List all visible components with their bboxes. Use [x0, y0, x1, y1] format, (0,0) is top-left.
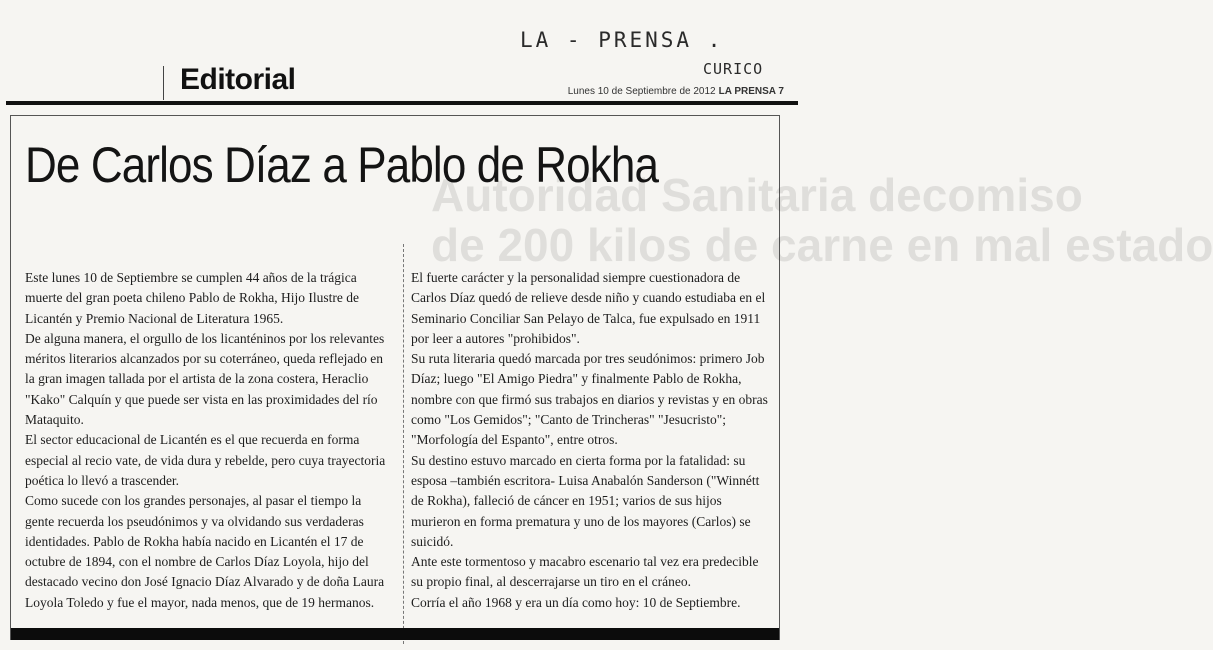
paragraph: El fuerte carácter y la personalidad siempre cuestionadora de Carlos Díaz quedó de relieve desde niño y cuando estudiaba en el Seminario Conciliar San Pelayo de Talca, fue expulsado en 1911 por leer a autores "prohibidos". — [411, 270, 766, 346]
section-label: Editorial — [180, 63, 296, 96]
paragraph: El sector educacional de Licantén es el que recuerda en forma especial al recio vate, de vida dura y rebelde, pero cuya trayectoria poética lo llevó a trascender. — [25, 432, 386, 488]
paragraph: Este lunes 10 de Septiembre se cumplen 44 años de la trágica muerte del gran poeta chileno Pablo de Rokha, Hijo Ilustre de Licantén y Premio Nacional de Literatura 1965. — [25, 270, 360, 326]
section-divider — [163, 66, 164, 100]
article-box — [10, 115, 1213, 640]
handwritten-city-name: CURICO — [703, 60, 764, 78]
paragraph: De alguna manera, el orgullo de los licanténinos por los relevantes méritos literarios alcanzados por su coterráneo, queda reflejado en la gran imagen tallada por el artista de la zona costera, Heraclio "Kako" Calquín y que puede ser vista en las proximidades del río Mataquito. — [25, 330, 385, 428]
page-marker: LA PRENSA 7 — [718, 86, 784, 97]
bottom-bar — [11, 628, 779, 640]
paragraph: Como sucede con los grandes personajes, al pasar el tiempo la gente recuerda los pseudónimos y va olvidando sus verdaderas identidades. Pablo de Rokha había nacido en Licantén el 17 de octubre de 1894, con el nombre de Carlos Díaz Loyola, hijo del destacado vecino don José Ignacio Díaz Alvarado y de doña Laura Loyola Toledo y fue el mayor, nada menos, que de 19 hermanos. — [25, 493, 385, 610]
paragraph: Su destino estuvo marcado en cierta forma por la fatalidad: su esposa –también escritora- Luisa Anabalón Sanderson ("Winnétt de Rokha), falleció de cáncer en 1951; varios de sus hijos murieron en forma prematura y uno de los mayores (Carlos) se suicidó. — [411, 452, 760, 549]
bleed-through-line: Autoridad Sanitaria decomiso — [431, 169, 1083, 221]
issue-date: Lunes 10 de Septiembre de 2012 — [567, 86, 716, 97]
article-headline: De Carlos Díaz a Pablo de Rokha — [25, 137, 659, 193]
column-separator — [403, 244, 404, 644]
paragraph: Corría el año 1968 y era un día como hoy: 10 de Septiembre. — [411, 594, 741, 610]
paragraph: Ante este tormentoso y macabro escenario tal vez era predecible su propio final, al descerrajarse un tiro en el cráneo. — [411, 554, 759, 590]
right-column — [411, 268, 773, 613]
left-column — [25, 268, 391, 613]
bleed-through-line: de 200 kilos de carne en mal estado — [431, 219, 1213, 271]
dateline — [568, 86, 784, 97]
paragraph: Su ruta literaria quedó marcada por tres seudónimos: primero Job Díaz; luego "El Amigo Piedra" y finalmente Pablo de Rokha, nombre con que firmó sus trabajos en diarios y revistas y en obras como "Los Gemidos"; "Canto de Trincheras" "Jesucristo"; "Morfología del Espanto", entre otros. — [411, 351, 768, 448]
handwritten-newspaper-name: LA - PRENSA . — [520, 28, 724, 52]
header-rule — [6, 101, 798, 105]
